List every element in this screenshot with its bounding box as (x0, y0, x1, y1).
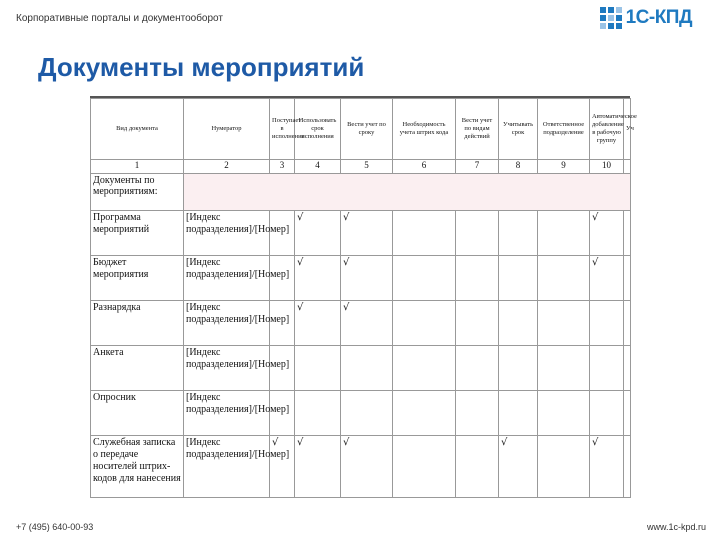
column-number: 2 (184, 160, 270, 174)
column-number: 1 (91, 160, 184, 174)
section-label: Документы по мероприятиям: (91, 174, 184, 211)
check-cell (456, 301, 499, 346)
numerator-cell: [Индекс подразделения]/[Номер] (184, 346, 270, 391)
check-cell (538, 211, 590, 256)
numerator-cell: [Индекс подразделения]/[Номер] (184, 391, 270, 436)
document-type-cell: Программа мероприятий (91, 211, 184, 256)
check-cell (456, 256, 499, 301)
table-row (91, 346, 631, 391)
column-number: 3 (270, 160, 295, 174)
table-row (91, 301, 631, 346)
check-cell (393, 391, 456, 436)
logo-grid-icon (600, 7, 622, 29)
column-header: Необходимость учета штрих кода (393, 99, 456, 160)
check-cell (456, 211, 499, 256)
check-cell (624, 301, 631, 346)
check-cell: √ (341, 436, 393, 498)
check-cell (624, 256, 631, 301)
check-cell (624, 391, 631, 436)
section-row (91, 174, 631, 211)
numerator-cell: [Индекс подразделения]/[Номер] (184, 436, 270, 498)
check-cell: √ (341, 211, 393, 256)
table-row (91, 211, 631, 256)
document-type-cell: Разнарядка (91, 301, 184, 346)
column-number: 4 (295, 160, 341, 174)
check-cell (590, 346, 624, 391)
check-cell: √ (590, 211, 624, 256)
check-cell (499, 346, 538, 391)
column-number-row (91, 160, 631, 174)
column-number: 6 (393, 160, 456, 174)
check-cell (624, 211, 631, 256)
document-table-image (90, 96, 637, 506)
check-cell (538, 436, 590, 498)
column-header: Вести учет по сроку (341, 99, 393, 160)
table-row (91, 256, 631, 301)
numerator-cell: [Индекс подразделения]/[Номер] (184, 301, 270, 346)
check-cell (456, 436, 499, 498)
document-type-cell: Опросник (91, 391, 184, 436)
check-cell: √ (295, 301, 341, 346)
column-number: 9 (538, 160, 590, 174)
section-fill (184, 174, 631, 211)
check-cell: √ (341, 256, 393, 301)
check-cell: √ (499, 436, 538, 498)
check-cell: √ (590, 436, 624, 498)
column-header: Вид документа (91, 99, 184, 160)
column-header: Поступает в исполнение (270, 99, 295, 160)
check-cell (295, 391, 341, 436)
check-cell (341, 346, 393, 391)
brand-name: 1С-КПД (625, 7, 692, 28)
check-cell (499, 256, 538, 301)
document-type-cell: Бюджет мероприятия (91, 256, 184, 301)
check-cell (538, 346, 590, 391)
table-row (91, 391, 631, 436)
check-cell (393, 436, 456, 498)
check-cell (295, 346, 341, 391)
column-number: 8 (499, 160, 538, 174)
column-header: Уч (624, 99, 631, 160)
check-cell (456, 346, 499, 391)
column-header: Использовать срок исполнения (295, 99, 341, 160)
page-title: Документы мероприятий (38, 52, 365, 82)
check-cell (341, 391, 393, 436)
check-cell (538, 391, 590, 436)
column-number: 5 (341, 160, 393, 174)
check-cell (456, 391, 499, 436)
check-cell (499, 211, 538, 256)
document-type-cell: Анкета (91, 346, 184, 391)
numerator-cell: [Индекс подразделения]/[Номер] (184, 256, 270, 301)
check-cell: √ (270, 436, 295, 498)
check-cell (393, 256, 456, 301)
footer-site[interactable]: www.1c-kpd.ru (646, 522, 706, 532)
check-cell (393, 211, 456, 256)
brand-logo (600, 6, 692, 30)
numerator-cell: [Индекс подразделения]/[Номер] (184, 211, 270, 256)
check-cell (590, 301, 624, 346)
column-header: Автоматическое добавление в рабочую группу (590, 99, 624, 160)
document-type-cell: Служебная записка о передаче носителей штрих-кодов для нанесения (91, 436, 184, 498)
check-cell (624, 436, 631, 498)
check-cell (499, 301, 538, 346)
check-cell (393, 301, 456, 346)
column-number (624, 160, 631, 174)
documents-table (90, 98, 637, 498)
column-header: Вести учет по видам действий (456, 99, 499, 160)
column-header: Ответственное подразделение (538, 99, 590, 160)
table-body (91, 211, 631, 498)
check-cell: √ (295, 436, 341, 498)
footer-phone: +7 (495) 640-00-93 (16, 522, 94, 532)
check-cell: √ (341, 301, 393, 346)
table-row (91, 436, 631, 498)
check-cell (538, 256, 590, 301)
top-bar (0, 0, 720, 40)
header-row (91, 99, 631, 160)
column-number: 7 (456, 160, 499, 174)
check-cell (624, 346, 631, 391)
check-cell (499, 391, 538, 436)
check-cell: √ (295, 211, 341, 256)
check-cell (393, 346, 456, 391)
check-cell: √ (590, 256, 624, 301)
check-cell (590, 391, 624, 436)
column-header: Учитывать срок (499, 99, 538, 160)
check-cell: √ (295, 256, 341, 301)
column-number: 10 (590, 160, 624, 174)
check-cell (538, 301, 590, 346)
tagline: Корпоративные порталы и документооборот (16, 13, 223, 24)
column-header: Нумератор (184, 99, 270, 160)
